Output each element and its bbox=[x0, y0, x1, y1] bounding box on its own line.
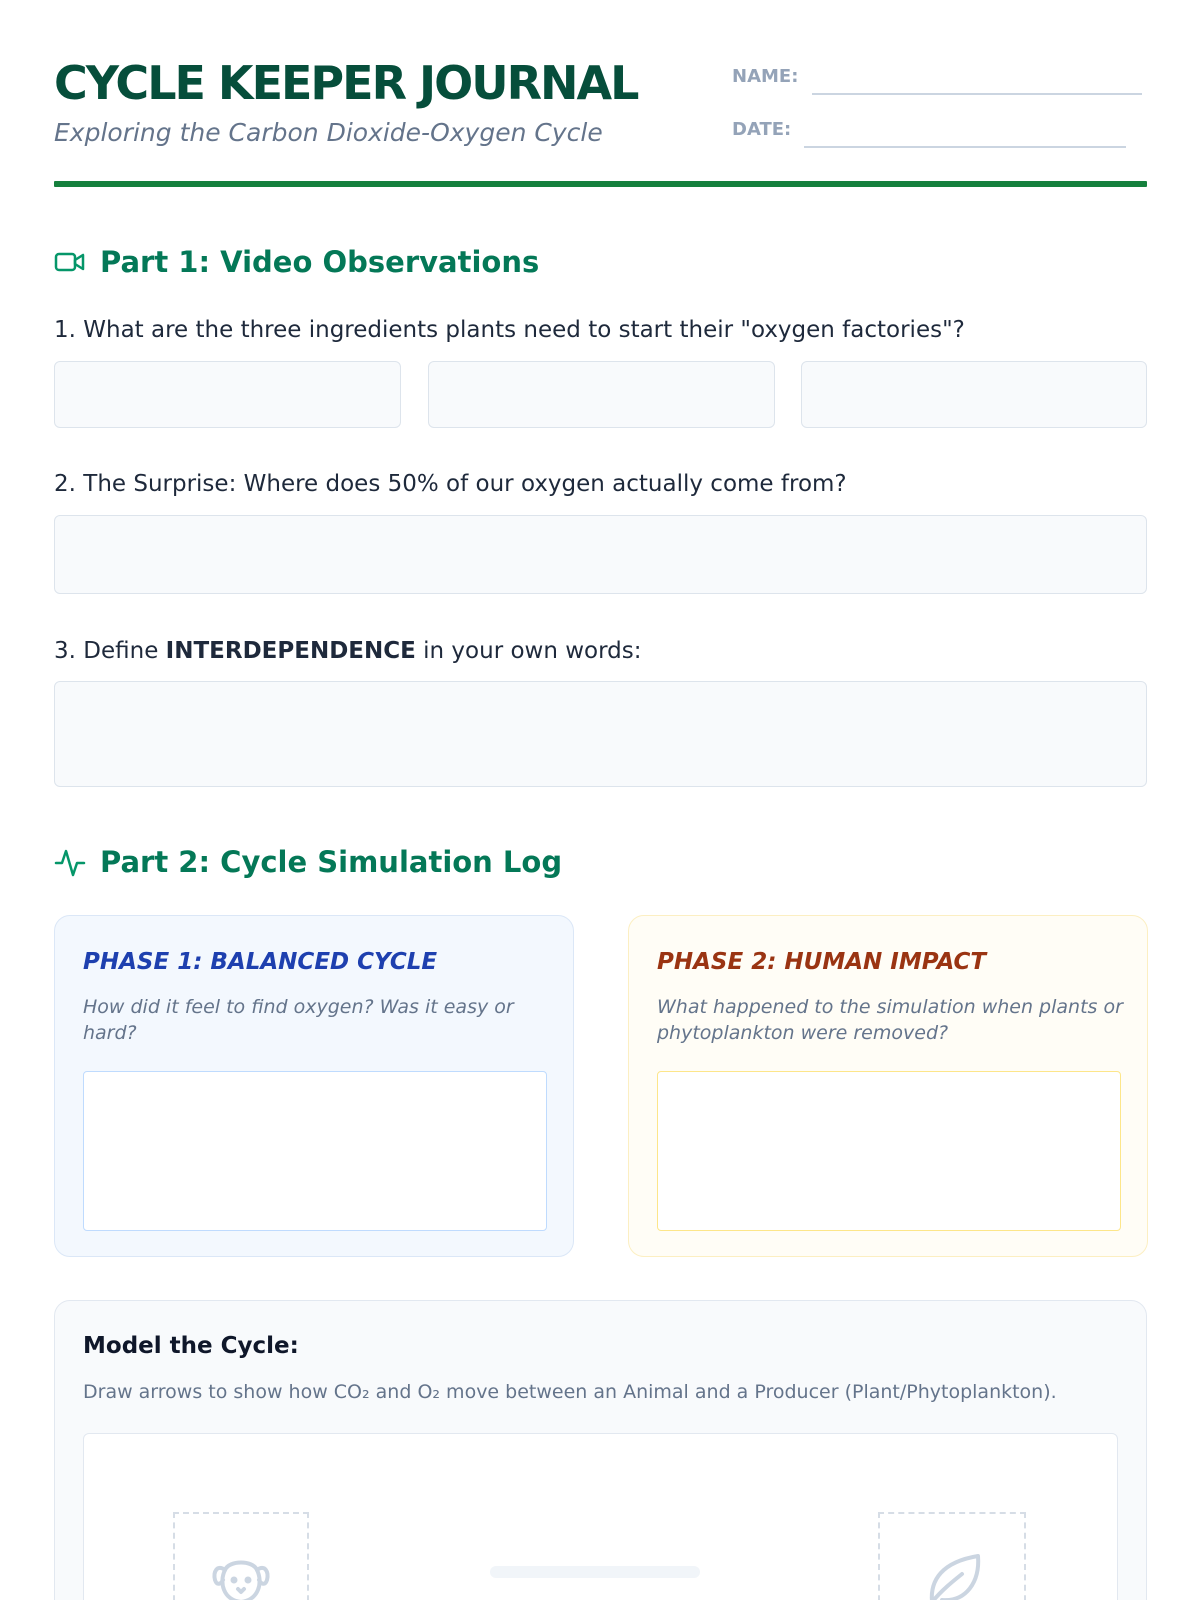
part1-heading bbox=[54, 245, 539, 279]
header-divider bbox=[54, 181, 1147, 187]
video-camera-icon bbox=[54, 250, 86, 274]
question-3 bbox=[54, 638, 642, 664]
phase-2-answer[interactable] bbox=[657, 1071, 1121, 1231]
phase-2-prompt: What happened to the simulation when plants or phytoplankton were removed? bbox=[657, 996, 1123, 1044]
question-3-prefix: Define bbox=[83, 638, 159, 664]
date-label: DATE: bbox=[732, 119, 792, 140]
oxygen-source-answer[interactable] bbox=[54, 515, 1147, 594]
interdependence-answer[interactable] bbox=[54, 681, 1147, 787]
phase-2-card bbox=[628, 915, 1148, 1257]
drawing-area[interactable] bbox=[83, 1433, 1118, 1600]
ingredient-answer-1[interactable] bbox=[54, 361, 401, 428]
journal-subtitle: Exploring the Carbon Dioxide-Oxygen Cycle bbox=[54, 118, 603, 147]
part2-heading bbox=[54, 845, 562, 879]
ingredient-answer-2[interactable] bbox=[428, 361, 775, 428]
model-cycle-card bbox=[54, 1300, 1147, 1600]
question-3-number: 3. bbox=[54, 638, 76, 664]
question-3-suffix: in your own words: bbox=[423, 638, 642, 664]
question-2 bbox=[54, 471, 847, 497]
question-1-number: 1. bbox=[54, 317, 76, 343]
model-instructions: Draw arrows to show how CO₂ and O₂ move between an Animal and a Producer (Plant/Phytoplankton). bbox=[83, 1381, 1057, 1403]
phase-1-answer[interactable] bbox=[83, 1071, 547, 1231]
producer-slot bbox=[878, 1512, 1026, 1600]
question-2-number: 2. bbox=[54, 471, 76, 497]
question-1-text: What are the three ingredients plants need to start their "oxygen factories"? bbox=[83, 317, 965, 343]
activity-pulse-icon bbox=[54, 846, 86, 878]
journal-header bbox=[54, 0, 1147, 188]
phase-2-title: PHASE 2: HUMAN IMPACT bbox=[657, 949, 987, 975]
animal-face-icon bbox=[205, 1544, 277, 1600]
name-field[interactable] bbox=[812, 93, 1142, 95]
phase-1-prompt: How did it feel to find oxygen? Was it easy or hard? bbox=[83, 996, 514, 1044]
question-1 bbox=[54, 317, 965, 343]
phase-1-title: PHASE 1: BALANCED CYCLE bbox=[83, 949, 438, 975]
question-3-keyword: INTERDEPENDENCE bbox=[165, 638, 416, 664]
arrow-placeholder bbox=[490, 1566, 700, 1578]
ingredient-answer-3[interactable] bbox=[801, 361, 1147, 428]
journal-title: CYCLE KEEPER JOURNAL bbox=[54, 56, 638, 110]
part1-title: Part 1: Video Observations bbox=[100, 245, 540, 279]
name-label: NAME: bbox=[732, 66, 799, 87]
question-2-text: The Surprise: Where does 50% of our oxygen actually come from? bbox=[83, 471, 847, 497]
date-field[interactable] bbox=[804, 146, 1126, 148]
part2-title: Part 2: Cycle Simulation Log bbox=[100, 845, 563, 879]
leaf-icon bbox=[918, 1544, 990, 1600]
model-title: Model the Cycle: bbox=[83, 1333, 299, 1359]
animal-slot bbox=[173, 1512, 309, 1600]
phase-1-card bbox=[54, 915, 574, 1257]
